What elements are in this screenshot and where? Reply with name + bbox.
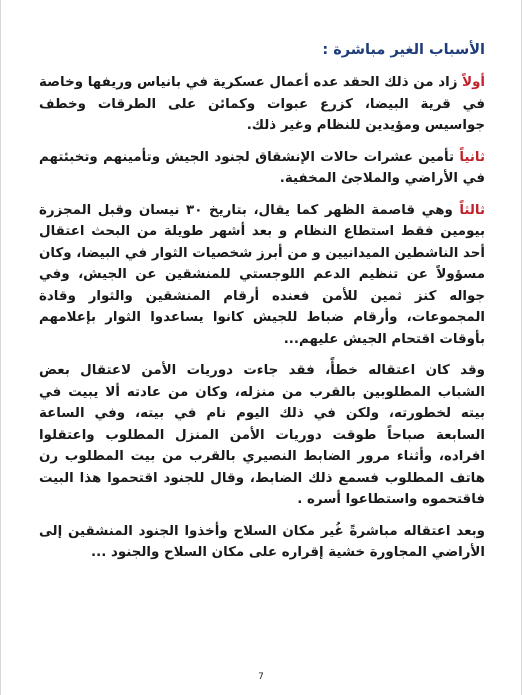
paragraph-1-lead: أولاً: [462, 75, 485, 90]
paragraph-2-lead: ثانياً: [459, 149, 485, 165]
page-content: [39, 40, 485, 574]
paragraph-2-text: تأمين عشرات حالات الإنشقاق لجنود الجيش وتأمينهم وتخبئتهم في الأراضي والملاجئ المخفية.: [39, 149, 485, 186]
paragraph-3-text: وهي قاصمة الظهر كما يقال، بتاريخ ٣٠ نيسان وقبل المجزرة بيومين فقط استطاع النظام و بعد أشهر طويلة من البحث اعتقال أحد الناشطين الميدانيين و من أبرز شخصيات الثوار في البيضا، وكان مسؤولاً عن تنظيم الدعم اللوجستي للمنشقين عن الجيش، وفي جواله كنز ثمين للأمن فعنده أرقام المنشقين والثوار وقادة المجموعات، وأرقام ضباط للجيش كانوا يساعدوا الثوار بإعلامهم بأوقات اقتحام الجيش عليهم...: [39, 202, 485, 347]
paragraph-2: [39, 147, 485, 190]
paragraph-4: [39, 360, 485, 511]
paragraph-1-text: زاد من ذلك الحقد عده أعمال عسكرية في بانياس وريفها وخاصة في قرية البيضا، كزرع عبوات وكمائن على الطرقات وخطف جواسيس ومؤيدين للنظام وغير ذلك.: [39, 75, 485, 133]
paragraph-5-text: وبعد اعتقاله مباشرةً غُير مكان السلاح وأخذوا الجنود المنشقين إلى الأراضي المجاورة خشية إقراره على مكان السلاح والجنود ...: [39, 523, 485, 560]
paragraph-4-text: وقد كان اعتقاله خطأً، فقد جاءت دوريات الأمن لاعتقال بعض الشباب المطلوبين بالقرب من منزله، وكان من عادته ألا يبيت في بيته لخطورته، ولكن في ذلك اليوم نام في بيته، وفي الساعة السابعة صباحاً طوقت دوريات الأمن المنزل المطلوب واعتقلوا افراده، وأثناء مرور الضابط النصيري بالقرب من بيت المطلوب رن هاتف المطلوب فسمع ذلك الضابط، وقال للجنود اقتحموا هذا البيت فاقتحموه واستطاعوا أسره .: [39, 363, 485, 507]
page-number: 7: [258, 672, 264, 682]
section-heading: الأسباب الغير مباشرة :: [322, 42, 485, 58]
paragraph-3-lead: ثالثاً: [459, 202, 485, 218]
paragraph-5: [39, 521, 485, 564]
paragraph-1: [39, 72, 485, 137]
paragraph-3: [39, 200, 485, 351]
